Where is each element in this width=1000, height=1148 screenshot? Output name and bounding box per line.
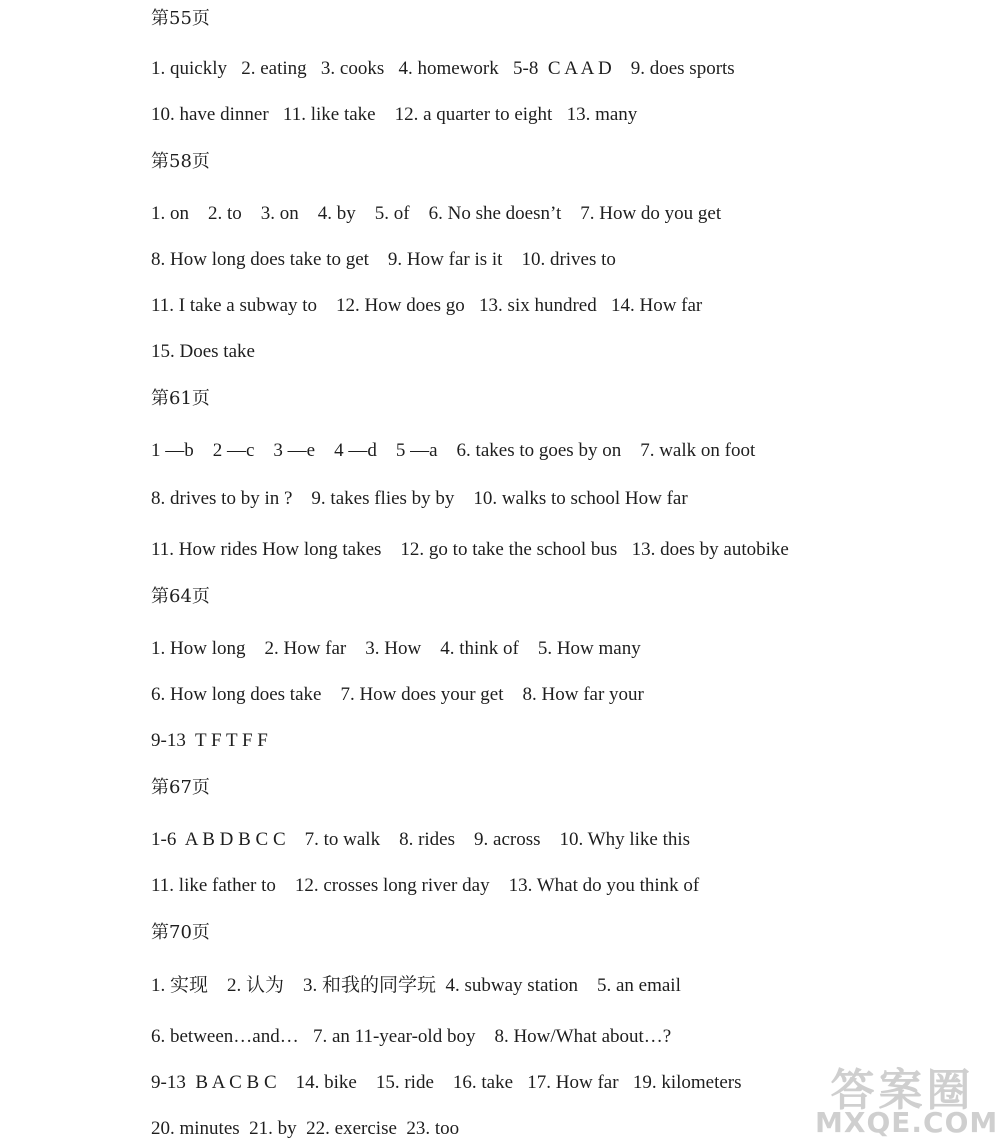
page-heading-67: 第67页 [151,777,210,798]
answer-line: 1. on 2. to 3. on 4. by 5. of 6. No she doesn’t 7. How do you get [151,203,722,224]
page-heading-70: 第70页 [151,922,210,943]
page-heading-64: 第64页 [151,586,210,607]
answer-line: 11. How rides How long takes 12. go to take the school bus 13. does by autobike [151,539,789,560]
watermark-domain: MXQE.COM [815,1106,999,1139]
page-heading-55: 第55页 [151,8,210,29]
answer-line: 9-13 B A C B C 14. bike 15. ride 16. take 17. How far 19. kilometers [151,1072,742,1093]
answer-line: 1. quickly 2. eating 3. cooks 4. homework 5-8 C A A D 9. does sports [151,58,735,79]
answer-line: 20. minutes 21. by 22. exercise 23. too [151,1118,460,1139]
answer-line: 8. How long does take to get 9. How far is it 10. drives to [151,249,616,270]
page-heading-58: 第58页 [151,151,210,172]
site-watermark [815,1054,999,1144]
answer-line: 10. have dinner 11. like take 12. a quarter to eight 13. many [151,104,638,125]
answer-line: 11. like father to 12. crosses long river day 13. What do you think of [151,875,700,896]
answer-line: 1. 实现 2. 认为 3. 和我的同学玩 4. subway station 5. an email [151,975,681,996]
answer-line: 15. Does take [151,341,255,362]
answer-line: 1 —b 2 —c 3 —e 4 —d 5 —a 6. takes to goes by on 7. walk on foot [151,440,756,461]
page-heading-61: 第61页 [151,388,210,409]
watermark-logo-text: 答案圈 [830,1065,975,1116]
answer-line: 9-13 T F T F F [151,730,268,751]
answer-line: 1-6 A B D B C C 7. to walk 8. rides 9. across 10. Why like this [151,829,691,850]
answer-line: 6. How long does take 7. How does your get 8. How far your [151,684,644,705]
answer-line: 6. between…and… 7. an 11-year-old boy 8. How/What about…? [151,1026,672,1047]
answer-line: 11. I take a subway to 12. How does go 13. six hundred 14. How far [151,295,703,316]
answer-line: 1. How long 2. How far 3. How 4. think of 5. How many [151,638,641,659]
answer-line: 8. drives to by in ? 9. takes flies by by 10. walks to school How far [151,488,688,509]
